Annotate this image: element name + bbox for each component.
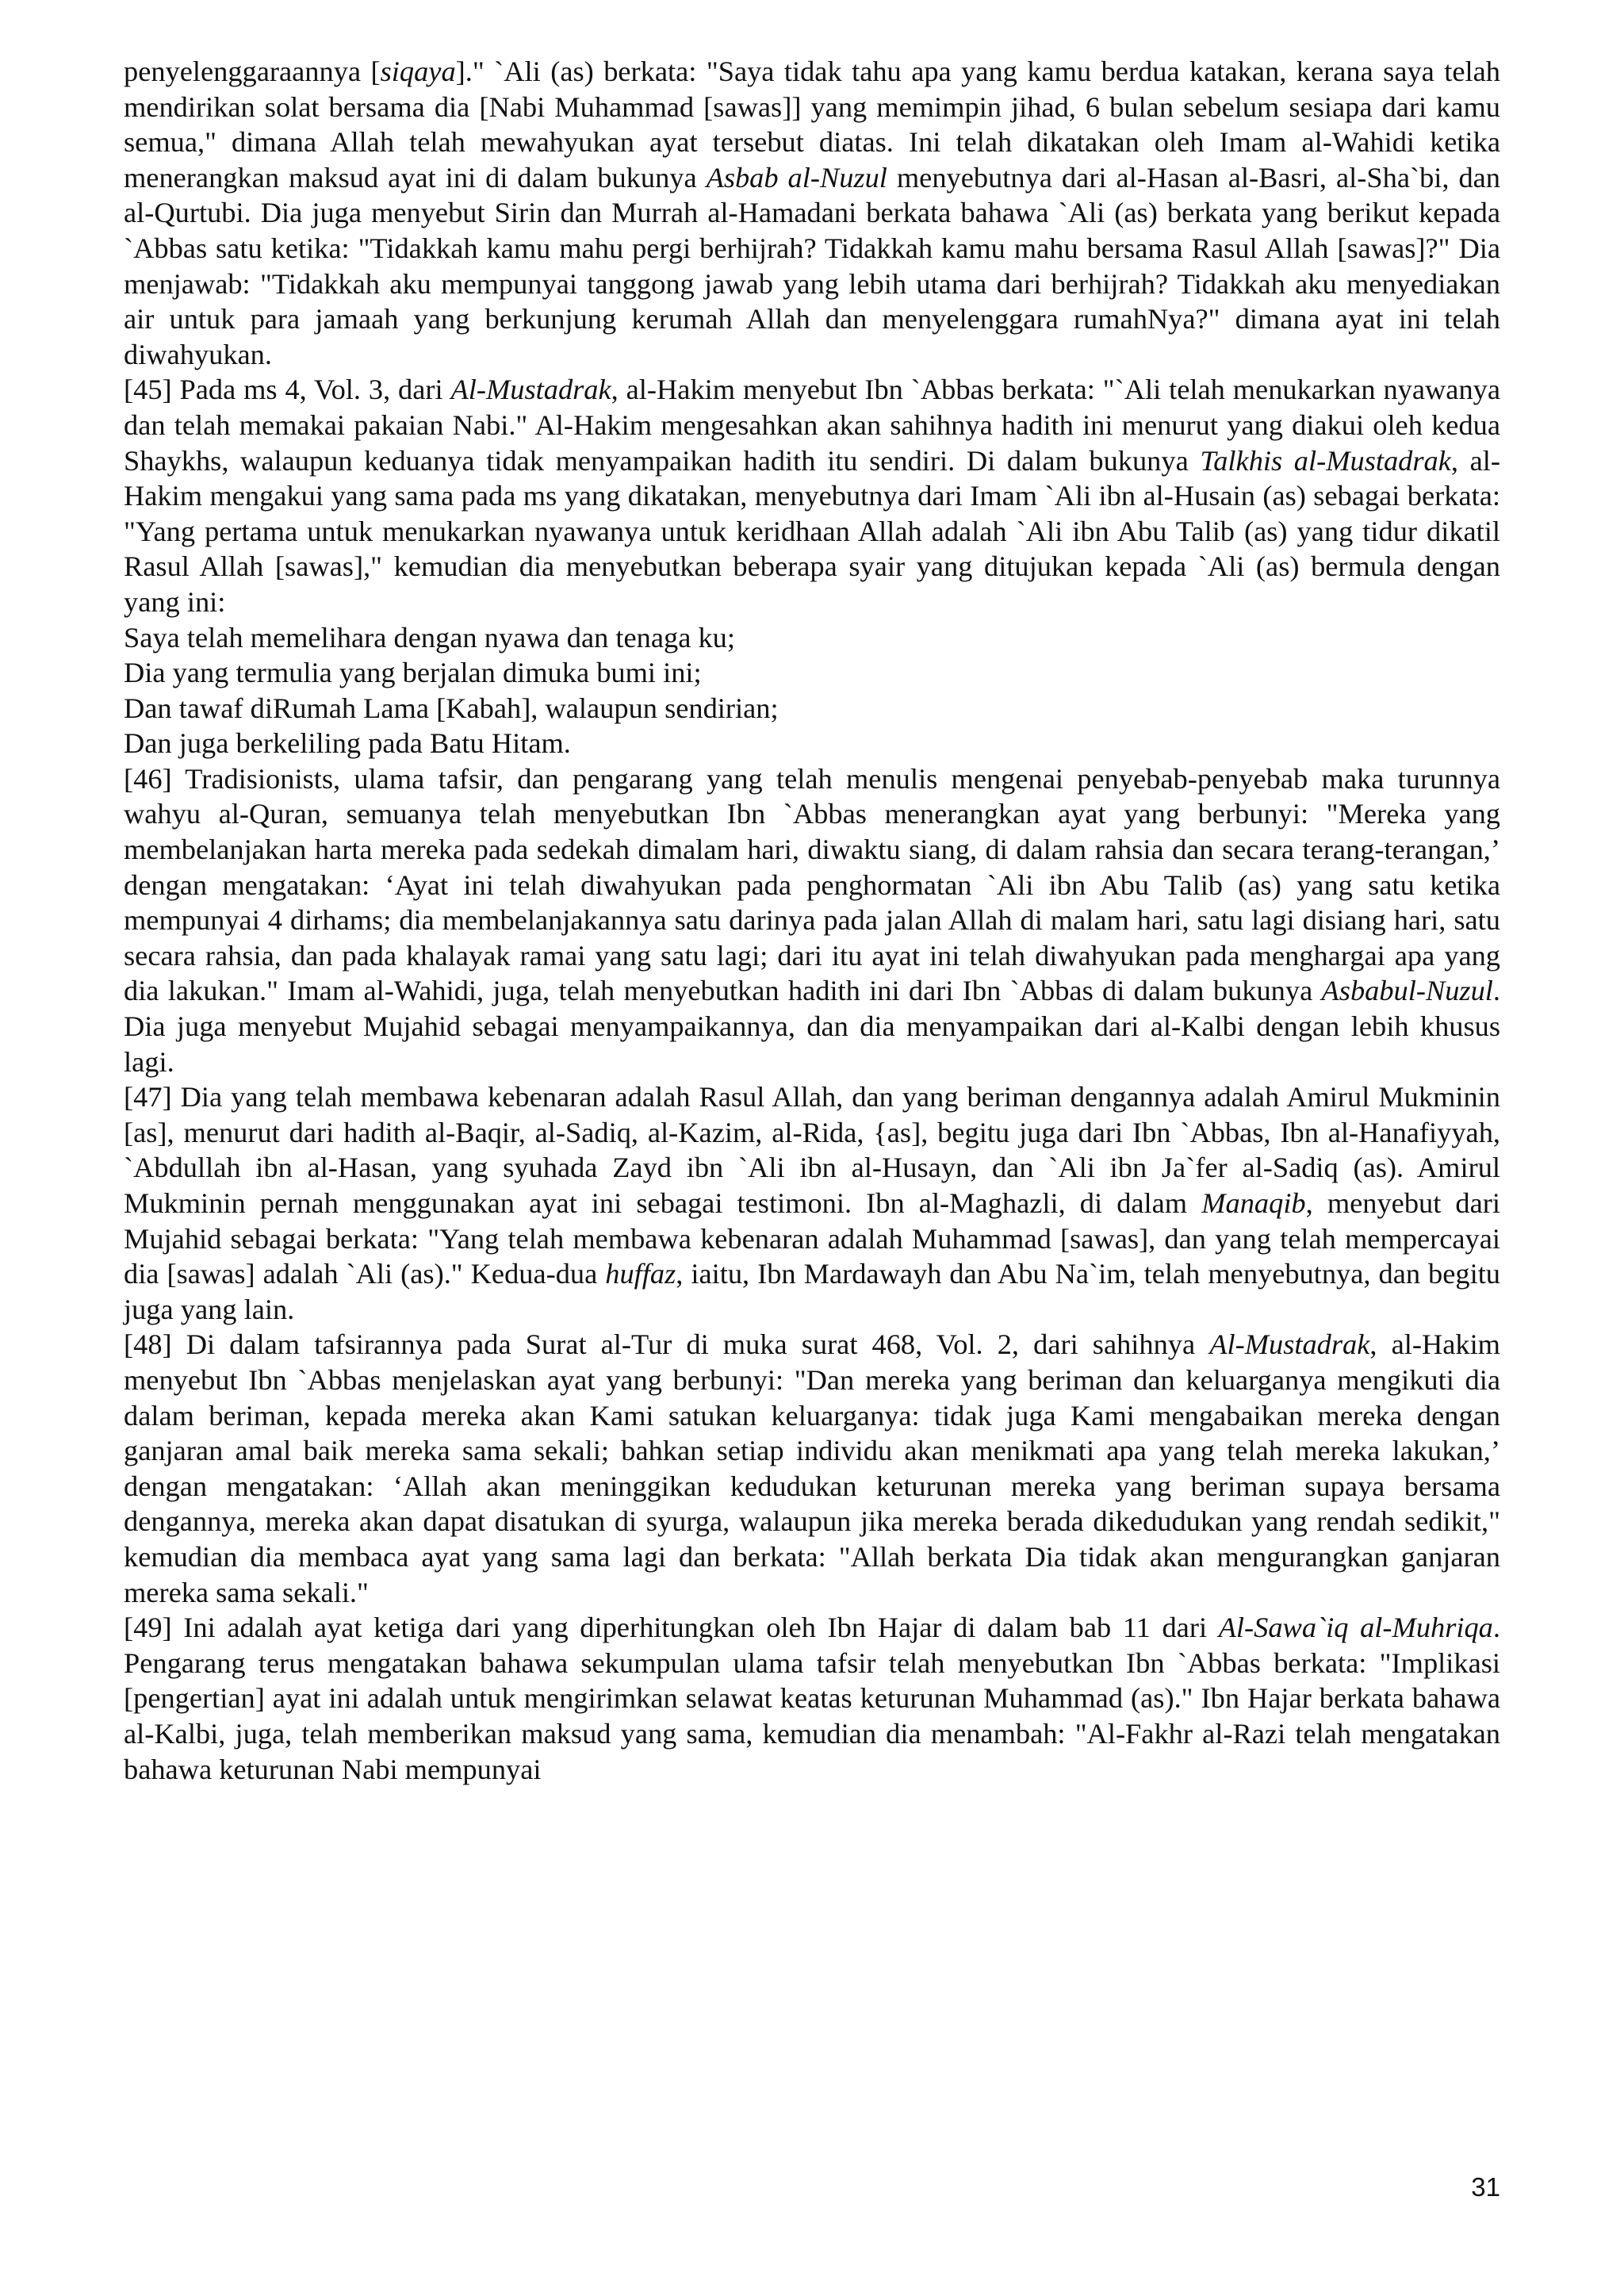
paragraph-group-top [124,54,1500,620]
italic-title-text: Asbab al-Nuzul [706,161,887,194]
paragraph-text: [47] Dia yang telah membawa kebenaran adalah Rasul Allah, dan yang beriman dengannya adalah Amirul Mukminin [as], menurut dari hadith al-Baqir, al-Sadiq, al-Kazim, al-Rida, {as], begitu juga dari Ibn `Abbas, Ibn al-Hanafiyyah, `Abdullah ibn al-Hasan, yang syuhada Zayd ibn `Ali ibn al-Husayn, dan `Ali ibn Ja`fer al-Sadiq (as). Amirul Mukminin pernah menggunakan ayat ini sebagai testimoni. Ibn al-Maghazli, di dalam [124,1081,1500,1219]
verse-line: Dia yang termulia yang berjalan dimuka bumi ini; [124,657,702,689]
verse-line: Saya telah memelihara dengan nyawa dan tenaga ku; [124,621,735,654]
italic-title-text: Manaqib [1201,1187,1306,1219]
paragraph-text: [48] Di dalam tafsirannya pada Surat al-Tur di muka surat 468, Vol. 2, dari sahihnya [124,1328,1210,1361]
paragraph-text: , menyebut dari Mujahid sebagai berkata: "Yang telah membawa kebenaran adalah Muhammad [sawas], dan yang telah mempercayai dia [sawas] adalah `Ali (as)." Kedua-dua [124,1187,1500,1290]
paragraph-text: [45] Pada ms 4, Vol. 3, dari [124,374,451,406]
document-page [124,54,1500,1787]
paragraph [124,1610,1500,1787]
paragraph-group-bottom [124,761,1500,1787]
paragraph [124,54,1500,372]
paragraph-text: , al-Hakim menyebut Ibn `Abbas menjelaskan ayat yang berbunyi: "Dan mereka yang beriman dan keluarganya mengikuti dia dalam beriman, kepada mereka akan Kami satukan keluarganya: tidak juga Kami mengabaikan mereka dengan ganjaran amal baik mereka sama sekali; bahkan setiap individu akan menikmati apa yang telah mereka lakukan,’ dengan mengatakan: ‘Allah akan meninggikan kedudukan keturunan mereka yang beriman supaya bersama dengannya, mereka akan dapat disatukan di syurga, walaupun jika mereka berada dikedudukan yang rendah sedikit," kemudian dia membaca ayat yang sama lagi dan berkata: "Allah berkata Dia tidak akan mengurangkan ganjaran mereka sama sekali." [124,1328,1500,1608]
paragraph-text: , al-Hakim mengakui yang sama pada ms yang dikatakan, menyebutnya dari Imam `Ali ibn al-Husain (as) sebagai berkata: "Yang pertama untuk menukarkan nyawanya untuk keridhaan Allah adalah `Ali ibn Abu Talib (as) yang tidur dikatil Rasul Allah [sawas]," kemudian dia menyebutkan beberapa syair yang ditujukan kepada `Ali (as) bermula dengan yang ini: [124,444,1500,618]
italic-title-text: siqaya [380,56,456,87]
italic-title-text: Al-Sawa`iq al-Muhriqa [1218,1612,1493,1644]
italic-title-text: Talkhis al-Mustadrak [1200,444,1451,477]
paragraph-text: , al-Hakim menyebut Ibn `Abbas berkata: "`Ali telah menukarkan nyawanya dan telah memakai pakaian Nabi." Al-Hakim mengesahkan akan sahihnya hadith ini menurut yang diakui oleh kedua Shaykhs, walaupun keduanya tidak menyampaikan hadith itu sendiri. Di dalam bukunya [124,374,1500,477]
italic-title-text: Asbabul-Nuzul [1321,975,1493,1007]
paragraph-text: menyebutnya dari al-Hasan al-Basri, al-Sha`bi, dan al-Qurtubi. Dia juga menyebut Sirin dan Murrah al-Hamadani berkata bahawa `Ali (as) berkata yang berikut kepada `Abbas satu ketika: "Tidakkah kamu mahu pergi berhijrah? Tidakkah kamu mahu bersama Rasul Allah [sawas]?" Dia menjawab: "Tidakkah aku mempunyai tanggong jawab yang lebih utama dari berhijrah? Tidakkah aku menyediakan air untuk para jamaah yang berkunjung kerumah Allah dan menyelenggara rumahNya?" dimana ayat ini telah diwahyukan. [124,161,1501,370]
paragraph [124,1079,1500,1327]
paragraph-text: [46] Tradisionists, ulama tafsir, dan pengarang yang telah menulis mengenai penyebab-penyebab maka turunnya wahyu al-Quran, semuanya telah menyebutkan Ibn `Abbas menerangkan ayat yang berbunyi: "Mereka yang membelanjakan harta mereka pada sedekah dimalam hari, diwaktu siang, di dalam rahsia dan secara terang-terangan,’ dengan mengatakan: ‘Ayat ini telah diwahyukan pada penghormatan `Ali ibn Abu Talib (as) yang satu ketika mempunyai 4 dirhams; dia membelanjakannya satu darinya pada jalan Allah di malam hari, satu lagi disiang hari, satu secara rahsia, dan pada khalayak ramai yang satu lagi; dari itu ayat ini telah diwahyukan pada menghargai apa yang dia lakukan." Imam al-Wahidi, juga, telah menyebutkan hadith ini dari Ibn `Abbas di dalam bukunya [124,762,1500,1007]
paragraph-text: . Dia juga menyebut Mujahid sebagai menyampaikannya, dan dia menyampaikan dari al-Kalbi dengan lebih khusus lagi. [124,975,1500,1078]
paragraph [124,1327,1500,1610]
italic-title-text: huffaz [605,1258,676,1290]
verse-block [124,620,1500,761]
paragraph-text: penyelenggaraannya [ [124,56,381,87]
paragraph-text: , iaitu, Ibn Mardawayh dan Abu Na`im, telah menyebutnya, dan begitu juga yang lain. [124,1258,1500,1325]
verse-line: Dan tawaf diRumah Lama [Kabah], walaupun sendirian; [124,692,779,724]
paragraph [124,372,1500,619]
page-number: 31 [1471,2172,1500,2202]
verse-line: Dan juga berkeliling pada Batu Hitam. [124,727,571,760]
paragraph-text: . Pengarang terus mengatakan bahawa sekumpulan ulama tafsir telah menyebutkan Ibn `Abbas berkata: "Implikasi [pengertian] ayat ini adalah untuk mengirimkan selawat keatas keturunan Muhammad (as)." Ibn Hajar berkata bahawa al-Kalbi, juga, telah memberikan maksud yang sama, kemudian dia menambah: "Al-Fakhr al-Razi telah mengatakan bahawa keturunan Nabi mempunyai [124,1612,1500,1785]
italic-title-text: Al-Mustadrak [1209,1328,1370,1361]
paragraph [124,761,1500,1079]
paragraph-text: [49] Ini adalah ayat ketiga dari yang diperhitungkan oleh Ibn Hajar di dalam bab 11 dari [124,1612,1219,1644]
paragraph-text: ]." `Ali (as) berkata: "Saya tidak tahu apa yang kamu berdua katakan, kerana saya telah mendirikan solat bersama dia [Nabi Muhammad [sawas]] yang memimpin jihad, 6 bulan sebelum sesiapa dari kamu semua," dimana Allah telah mewahyukan ayat tersebut diatas. Ini telah dikatakan oleh Imam al-Wahidi ketika menerangkan maksud ayat ini di dalam bukunya [124,56,1500,194]
italic-title-text: Al-Mustadrak [450,374,611,406]
